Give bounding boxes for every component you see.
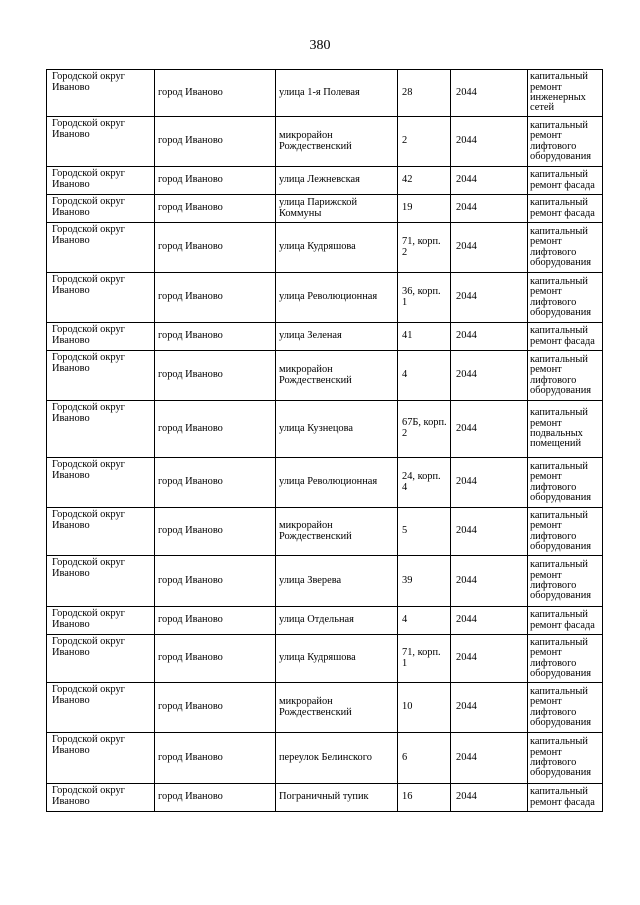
table-row xyxy=(47,508,603,556)
cell-street: улица Кудряшова xyxy=(276,635,398,683)
cell-street: улица Кузнецова xyxy=(276,401,398,458)
cell-year: 2044 xyxy=(451,401,528,458)
cell-district: Городской округ Иваново xyxy=(47,401,155,458)
table-row xyxy=(47,195,603,223)
cell-city: город Иваново xyxy=(155,117,276,167)
cell-house: 67Б, корп. 2 xyxy=(398,401,451,458)
table-row xyxy=(47,323,603,351)
cell-district: Городской округ Иваново xyxy=(47,683,155,733)
cell-work-type: капитальный ремонт лифтового оборудования xyxy=(528,351,603,401)
cell-city: город Иваново xyxy=(155,733,276,784)
cell-street: улица Парижской Коммуны xyxy=(276,195,398,223)
cell-district: Городской округ Иваново xyxy=(47,70,155,117)
cell-district: Городской округ Иваново xyxy=(47,223,155,273)
cell-city: город Иваново xyxy=(155,223,276,273)
cell-house: 71, корп. 1 xyxy=(398,635,451,683)
table-row xyxy=(47,458,603,508)
cell-year: 2044 xyxy=(451,223,528,273)
table-row xyxy=(47,117,603,167)
cell-district: Городской округ Иваново xyxy=(47,273,155,323)
cell-street: микрорайон Рождественский xyxy=(276,508,398,556)
cell-city: город Иваново xyxy=(155,401,276,458)
table-row xyxy=(47,784,603,812)
cell-year: 2044 xyxy=(451,351,528,401)
housing-repair-table xyxy=(46,69,603,812)
cell-year: 2044 xyxy=(451,784,528,812)
cell-city: город Иваново xyxy=(155,351,276,401)
cell-street: микрорайон Рождественский xyxy=(276,683,398,733)
cell-work-type: капитальный ремонт инженерных сетей xyxy=(528,70,603,117)
cell-district: Городской округ Иваново xyxy=(47,556,155,607)
cell-street: улица Кудряшова xyxy=(276,223,398,273)
cell-work-type: капитальный ремонт фасада xyxy=(528,784,603,812)
table-row xyxy=(47,733,603,784)
cell-house: 42 xyxy=(398,167,451,195)
cell-district: Городской округ Иваново xyxy=(47,635,155,683)
cell-house: 19 xyxy=(398,195,451,223)
cell-city: город Иваново xyxy=(155,683,276,733)
cell-district: Городской округ Иваново xyxy=(47,323,155,351)
cell-work-type: капитальный ремонт фасада xyxy=(528,167,603,195)
cell-work-type: капитальный ремонт лифтового оборудования xyxy=(528,556,603,607)
cell-year: 2044 xyxy=(451,607,528,635)
cell-district: Городской округ Иваново xyxy=(47,351,155,401)
cell-district: Городской округ Иваново xyxy=(47,508,155,556)
cell-house: 5 xyxy=(398,508,451,556)
table-row xyxy=(47,635,603,683)
cell-district: Городской округ Иваново xyxy=(47,458,155,508)
cell-year: 2044 xyxy=(451,117,528,167)
cell-year: 2044 xyxy=(451,458,528,508)
cell-year: 2044 xyxy=(451,635,528,683)
table-row xyxy=(47,273,603,323)
table-row xyxy=(47,70,603,117)
cell-year: 2044 xyxy=(451,733,528,784)
cell-work-type: капитальный ремонт лифтового оборудования xyxy=(528,683,603,733)
cell-street: улица 1-я Полевая xyxy=(276,70,398,117)
table-row xyxy=(47,556,603,607)
cell-house: 24, корп. 4 xyxy=(398,458,451,508)
cell-year: 2044 xyxy=(451,556,528,607)
table-row xyxy=(47,167,603,195)
cell-work-type: капитальный ремонт фасада xyxy=(528,195,603,223)
cell-year: 2044 xyxy=(451,683,528,733)
cell-year: 2044 xyxy=(451,70,528,117)
cell-street: улица Зеленая xyxy=(276,323,398,351)
cell-street: улица Революционная xyxy=(276,458,398,508)
cell-district: Городской округ Иваново xyxy=(47,195,155,223)
cell-city: город Иваново xyxy=(155,273,276,323)
cell-house: 41 xyxy=(398,323,451,351)
cell-year: 2044 xyxy=(451,195,528,223)
cell-work-type: капитальный ремонт лифтового оборудования xyxy=(528,458,603,508)
page-number: 380 xyxy=(309,38,331,53)
cell-city: город Иваново xyxy=(155,556,276,607)
cell-city: город Иваново xyxy=(155,635,276,683)
cell-work-type: капитальный ремонт лифтового оборудования xyxy=(528,117,603,167)
cell-work-type: капитальный ремонт лифтового оборудования xyxy=(528,223,603,273)
cell-street: улица Зверева xyxy=(276,556,398,607)
table-row xyxy=(47,401,603,458)
cell-city: город Иваново xyxy=(155,607,276,635)
cell-house: 39 xyxy=(398,556,451,607)
cell-house: 71, корп. 2 xyxy=(398,223,451,273)
cell-district: Городской округ Иваново xyxy=(47,167,155,195)
cell-house: 4 xyxy=(398,607,451,635)
cell-house: 16 xyxy=(398,784,451,812)
cell-district: Городской округ Иваново xyxy=(47,784,155,812)
cell-house: 2 xyxy=(398,117,451,167)
cell-work-type: капитальный ремонт фасада xyxy=(528,323,603,351)
table-row xyxy=(47,351,603,401)
table-body xyxy=(47,70,603,812)
table-row xyxy=(47,683,603,733)
cell-city: город Иваново xyxy=(155,458,276,508)
cell-city: город Иваново xyxy=(155,323,276,351)
cell-house: 28 xyxy=(398,70,451,117)
cell-district: Городской округ Иваново xyxy=(47,733,155,784)
cell-street: переулок Белинского xyxy=(276,733,398,784)
cell-district: Городской округ Иваново xyxy=(47,117,155,167)
cell-house: 4 xyxy=(398,351,451,401)
cell-house: 10 xyxy=(398,683,451,733)
cell-street: улица Лежневская xyxy=(276,167,398,195)
table-row xyxy=(47,223,603,273)
cell-city: город Иваново xyxy=(155,195,276,223)
cell-street: улица Революционная xyxy=(276,273,398,323)
cell-district: Городской округ Иваново xyxy=(47,607,155,635)
cell-year: 2044 xyxy=(451,508,528,556)
cell-work-type: капитальный ремонт лифтового оборудования xyxy=(528,635,603,683)
cell-work-type: капитальный ремонт лифтового оборудования xyxy=(528,273,603,323)
cell-house: 6 xyxy=(398,733,451,784)
cell-work-type: капитальный ремонт лифтового оборудования xyxy=(528,733,603,784)
cell-work-type: капитальный ремонт подвальных помещений xyxy=(528,401,603,458)
cell-house: 36, корп. 1 xyxy=(398,273,451,323)
cell-year: 2044 xyxy=(451,167,528,195)
cell-street: улица Отдельная xyxy=(276,607,398,635)
cell-year: 2044 xyxy=(451,273,528,323)
cell-year: 2044 xyxy=(451,323,528,351)
cell-work-type: капитальный ремонт лифтового оборудования xyxy=(528,508,603,556)
cell-city: город Иваново xyxy=(155,508,276,556)
cell-street: Пограничный тупик xyxy=(276,784,398,812)
cell-city: город Иваново xyxy=(155,784,276,812)
cell-city: город Иваново xyxy=(155,70,276,117)
table-row xyxy=(47,607,603,635)
cell-work-type: капитальный ремонт фасада xyxy=(528,607,603,635)
cell-street: микрорайон Рождественский xyxy=(276,351,398,401)
cell-city: город Иваново xyxy=(155,167,276,195)
cell-street: микрорайон Рождественский xyxy=(276,117,398,167)
